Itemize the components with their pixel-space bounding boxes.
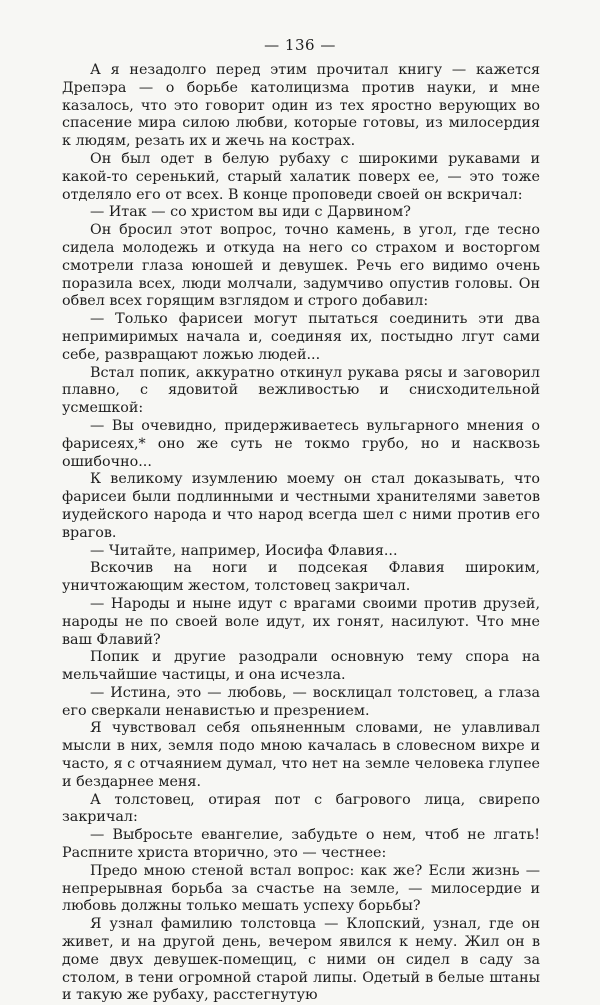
paragraph: Попик и другие разодрали основную тему спора на мельчайшие частицы, и она исчезла. (62, 649, 540, 684)
paragraph: А я незадолго перед этим прочитал книгу — кажется Дрепэра — о борьбе католицизма против науки, и мне казалось, что это говорит один из тех яростно верующих во спасение мира силою любви, которые готовы, из милосердия к людям, резать их и жечь на кострах. (62, 62, 540, 150)
paragraph: — Истина, это — любовь, — восклицал толстовец, а глаза его сверкали ненавистью и презрением. (62, 684, 540, 719)
body-text (62, 62, 540, 1005)
paragraph: — Народы и ныне идут с врагами своими против друзей, народы не по своей воле идут, их гонят, насилуют. Что мне ваш Флавий? (62, 595, 540, 648)
paragraph: Встал попик, аккуратно откинул рукава рясы и заговорил плавно, с ядовитой вежливостью и снисходительной усмешкой: (62, 364, 540, 417)
paragraph: К великому изумлению моему он стал доказывать, что фарисеи были подлинными и честными хранителями заветов иудейского народа и что народ всегда шел с ними против его врагов. (62, 471, 540, 541)
paragraph: — Читайте, например, Иосифа Флавия... (90, 542, 398, 559)
paragraph: — Только фарисеи могут пытаться соединить эти два непримиримых начала и, соединяя их, постыдно лгут сами себе, развращают ложью людей... (62, 311, 540, 363)
paragraph: Вскочив на ноги и подсекая Флавия широким, уничтожающим жестом, толстовец закричал. (62, 560, 540, 595)
page-number: — 136 — (264, 36, 336, 54)
paragraph: — Итак — со христом вы иди с Дарвином? (90, 204, 411, 221)
paragraph: Я узнал фамилию толстовца — Клопский, узнал, где он живет, и на другой день, вечером явился к нему. Жил он в доме двух девушек-помещиц, с ними он сидел в саду за столом, в тени огромной старой липы. Одетый в белые штаны и такую же рубаху, расстегнутую (62, 916, 540, 1004)
paragraph: Он был одет в белую рубаху с широкими рукавами и какой-то серенький, старый халатик поверх ее, — это тоже отделяло его от всех. В конце проповеди своей он вскричал: (62, 150, 540, 203)
paragraph: — Выбросьте евангелие, забудьте о нем, чтоб не лгать! Распните христа вторично, это — честнее: (62, 827, 540, 862)
paragraph: Он бросил этот вопрос, точно камень, в угол, где тесно сидела молодежь и откуда на него со страхом и восторгом смотрели глаза юношей и девушек. Речь его видимо очень поразила всех, люди молчали, задумчиво опустив головы. Он обвел всех горящим взглядом и строго добавил: (62, 222, 540, 310)
paragraph: — Вы очевидно, придерживаетесь вульгарного мнения о фарисеях,* оно же суть не токмо грубо, но и насквозь ошибочно... (62, 417, 540, 470)
paragraph: Я чувствовал себя опьяненным словами, не улавливал мысли в них, земля подо мною качалась в словесном вихре и часто, я с отчаянием думал, что нет на земле человека глупее и бездарнее меня. (62, 720, 541, 790)
paragraph: А толстовец, отирая пот с багрового лица, свирепо закричал: (62, 791, 540, 826)
paragraph: Предо мною стеной встал вопрос: как же? Если жизнь — непрерывная борьба за счастье на земле, — милосердие и любовь должны только мешать успеху борьбы? (62, 862, 540, 915)
